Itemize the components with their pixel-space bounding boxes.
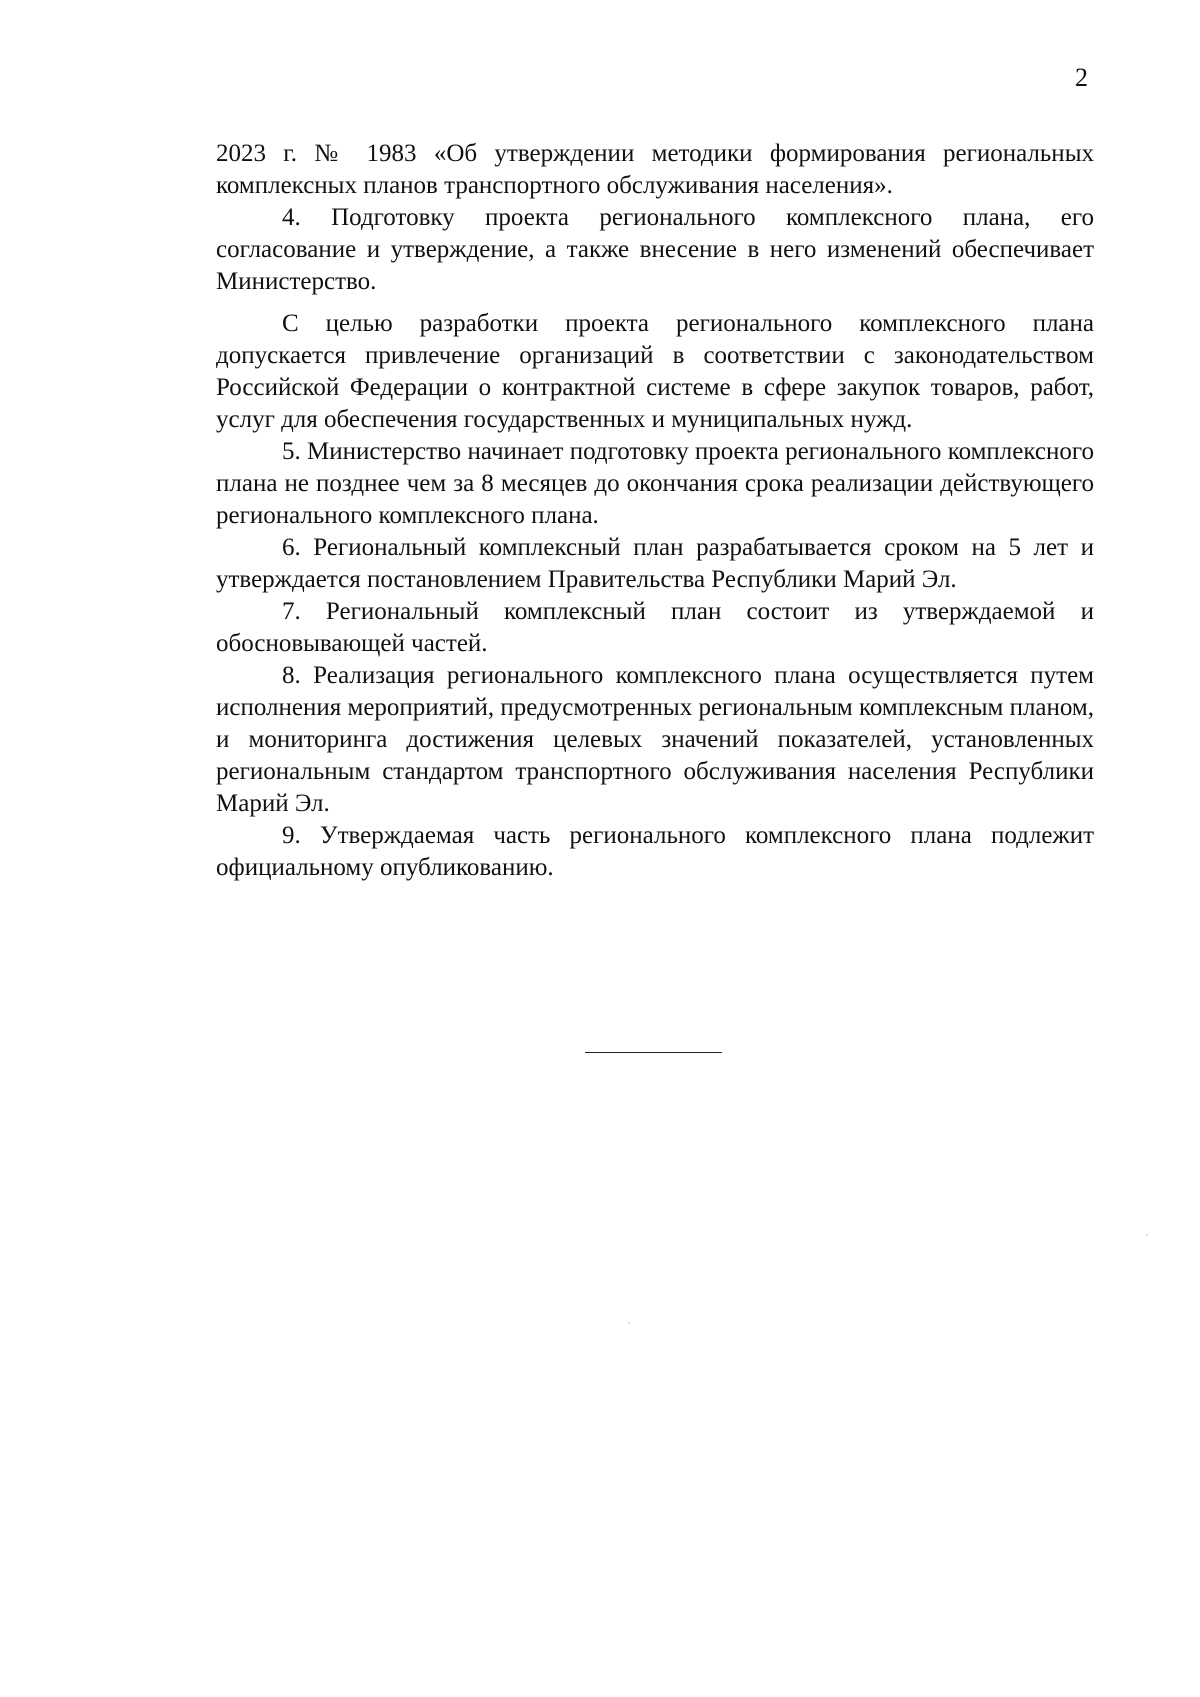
page-number: 2 [1075,63,1088,92]
scan-artifact [628,1322,630,1324]
paragraph-item-4-continuation: С целью разработки проекта регионального комплексного плана допускается привлечение организаций в соответствии с законодательством Российской Федерации о контрактной системе в сфере закупок товаров, работ, услуг для обеспечения государственных и муниципальных нужд. [216,310,1094,433]
scan-artifact [1146,1234,1148,1236]
paragraph-item-6: 6. Региональный комплексный план разрабатывается сроком на 5 лет и утверждается постановлением Правительства Республики Марий Эл. [216,534,1094,593]
document-body [216,138,1094,884]
paragraph-item-5: 5. Министерство начинает подготовку проекта регионального комплексного плана не позднее чем за 8 месяцев до окончания срока реализации действующего регионального комплексного плана. [216,438,1094,529]
end-separator-line [585,1052,722,1053]
paragraph-item-4: 4. Подготовку проекта регионального комплексного плана, его согласование и утверждение, а также внесение в него изменений обеспечивает Министерство. [216,204,1094,295]
paragraph-continuation: 2023 г. № 1983 «Об утверждении методики формирования региональных комплексных планов транспортного обслуживания населения». [216,140,1094,199]
paragraph-item-7: 7. Региональный комплексный план состоит из утверждаемой и обосновывающей частей. [216,598,1094,657]
paragraph-item-8: 8. Реализация регионального комплексного плана осуществляется путем исполнения мероприятий, предусмотренных региональным комплексным планом, и мониторинга достижения целевых значений показателей, установленных региональным стандартом транспортного обслуживания населения Республики Марий Эл. [216,662,1094,817]
paragraph-item-9: 9. Утверждаемая часть регионального комплексного плана подлежит официальному опубликованию. [216,822,1094,881]
